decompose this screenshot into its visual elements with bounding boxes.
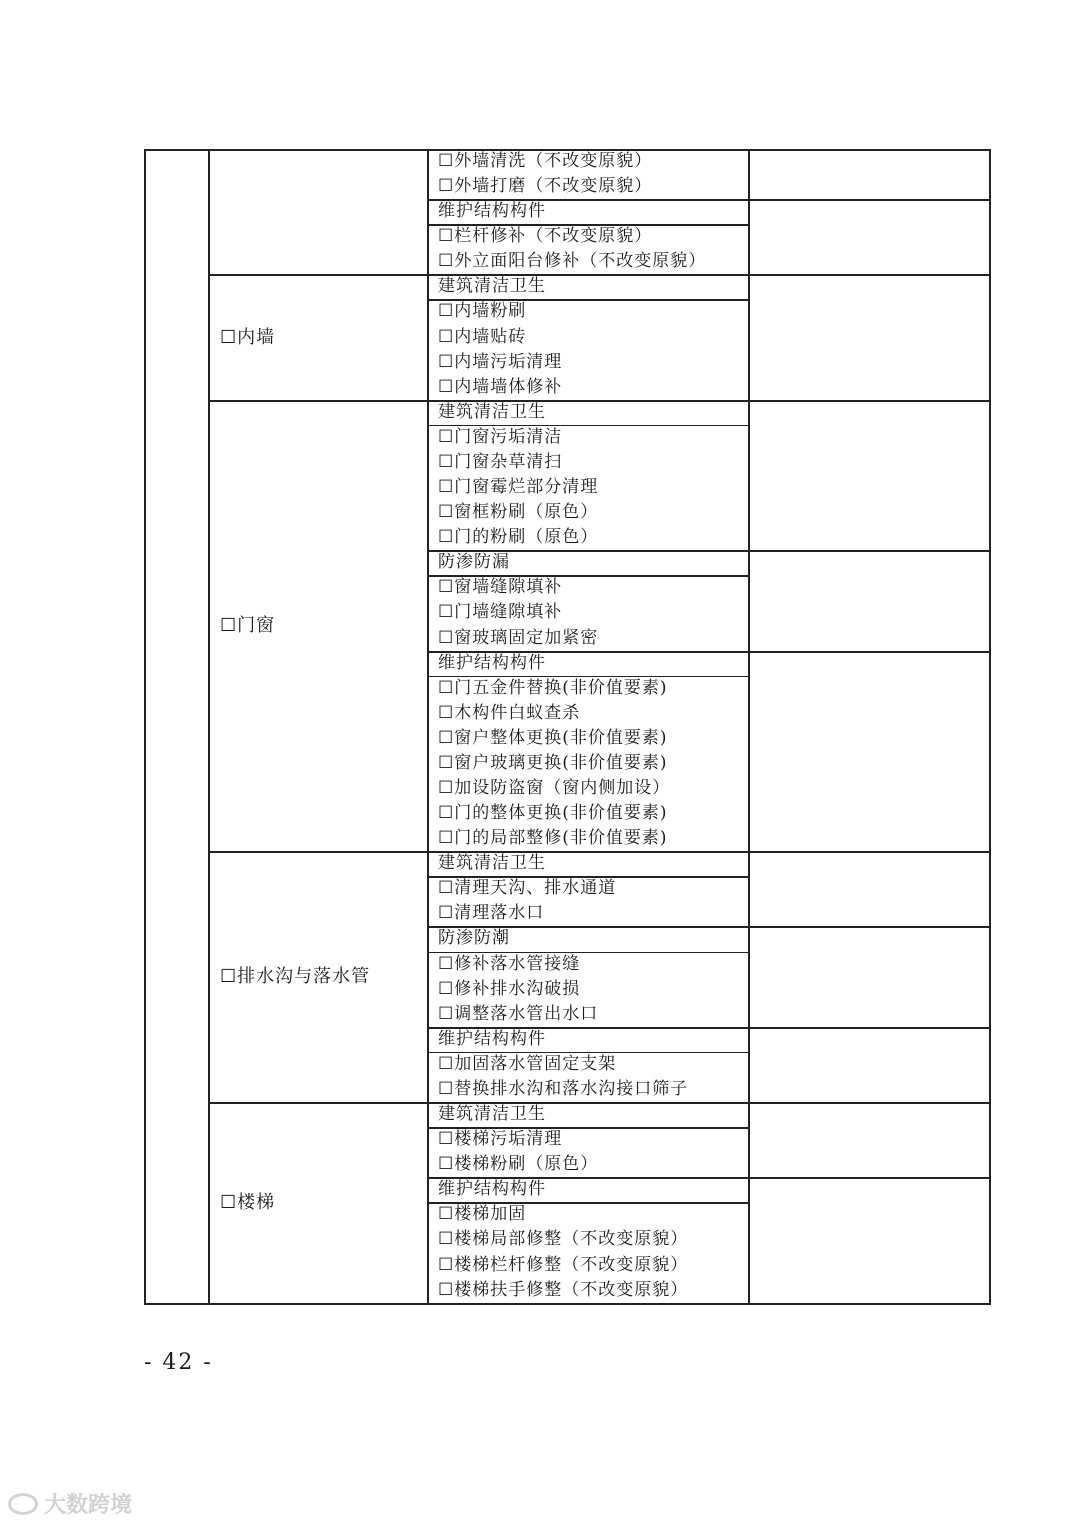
table-border-left (144, 149, 146, 1305)
checklist-item: ☐清理天沟、排水通道 (438, 878, 617, 899)
group-header: 防渗防漏 (438, 552, 510, 573)
table-border-right (989, 149, 991, 1305)
category-label: ☐门窗 (220, 615, 276, 637)
checklist-item: ☐窗玻璃固定加紧密 (438, 627, 599, 648)
category-divider (208, 851, 991, 853)
checklist-item: ☐木构件白蚁查杀 (438, 702, 581, 723)
checklist-item: ☐替换排水沟和落水沟接口筛子 (438, 1078, 689, 1099)
checklist-item: ☐内墙粉刷 (438, 301, 527, 322)
category-label: ☐楼梯 (220, 1191, 276, 1213)
category-divider (208, 274, 991, 276)
checklist-item: ☐门的局部整修(非价值要素) (438, 828, 668, 849)
checklist-item: ☐门窗霉烂部分清理 (438, 477, 599, 498)
group-header: 维护结构构件 (438, 652, 546, 673)
checklist-item: ☐楼梯局部修整（不改变原貌） (438, 1229, 689, 1250)
checklist-item: ☐外墙清洗（不改变原貌） (438, 151, 653, 171)
renovation-checklist-table (144, 149, 991, 1305)
checklist-item: ☐楼梯扶手修整（不改变原貌） (438, 1279, 689, 1300)
watermark (8, 1488, 132, 1519)
column-divider (208, 149, 210, 1305)
checklist-item: ☐门窗污垢清洁 (438, 426, 563, 447)
checklist-item: ☐内墙贴砖 (438, 326, 527, 347)
group-header: 建筑清洁卫生 (438, 853, 546, 874)
group-header: 维护结构构件 (438, 1179, 546, 1200)
checklist-item: ☐栏杆修补（不改变原貌） (438, 226, 653, 247)
watermark-text: 大数跨境 (44, 1493, 133, 1518)
checklist-item: ☐修补落水管接缝 (438, 953, 581, 974)
checklist-item: ☐内墙污垢清理 (438, 351, 563, 372)
checklist-item: ☐修补排水沟破损 (438, 978, 581, 999)
checklist-item: ☐清理落水口 (438, 903, 545, 924)
checklist-item: ☐调整落水管出水口 (438, 1003, 599, 1024)
group-header: 建筑清洁卫生 (438, 276, 546, 297)
group-divider (427, 926, 991, 928)
checklist-item: ☐门五金件替换(非价值要素) (438, 677, 668, 698)
checklist-item: ☐加设防盗窗（窗内侧加设） (438, 778, 671, 798)
checklist-item: ☐内墙墙体修补 (438, 376, 563, 397)
checklist-item: ☐门的整体更换(非价值要素) (438, 803, 668, 824)
checklist-item: ☐门窗杂草清扫 (438, 451, 563, 472)
checklist-item: ☐外立面阳台修补（不改变原貌） (438, 251, 707, 272)
watermark-logo-icon (8, 1493, 38, 1515)
group-header: 建筑清洁卫生 (438, 1104, 546, 1125)
category-label: ☐内墙 (220, 326, 276, 348)
group-header: 维护结构构件 (438, 201, 546, 222)
checklist-item: ☐楼梯污垢清理 (438, 1129, 563, 1150)
group-divider (427, 550, 991, 552)
checklist-item: ☐楼梯粉刷（原色） (438, 1154, 599, 1175)
checklist-item: ☐窗户整体更换(非价值要素) (438, 727, 668, 748)
checklist-item: ☐楼梯栏杆修整（不改变原貌） (438, 1254, 689, 1275)
checklist-item: ☐外墙打磨（不改变原貌） (438, 176, 653, 197)
checklist-item: ☐门的粉刷（原色） (438, 527, 599, 548)
checklist-item: ☐窗墙缝隙填补 (438, 577, 563, 598)
category-label: ☐排水沟与落水管 (220, 966, 371, 988)
group-header: 维护结构构件 (438, 1028, 546, 1049)
column-divider (748, 149, 750, 1305)
category-divider (208, 1102, 991, 1104)
checklist-item: ☐楼梯加固 (438, 1204, 527, 1225)
page-number: - 42 - (144, 1350, 213, 1375)
group-header: 防渗防潮 (438, 928, 510, 949)
checklist-item: ☐窗框粉刷（原色） (438, 502, 599, 523)
column-divider (427, 149, 429, 1305)
table-border-bottom (144, 1303, 991, 1305)
checklist-item: ☐窗户玻璃更换(非价值要素) (438, 752, 668, 773)
checklist-item: ☐门墙缝隙填补 (438, 602, 563, 623)
group-header: 建筑清洁卫生 (438, 401, 546, 422)
category-divider (208, 400, 991, 402)
checklist-item: ☐加固落水管固定支架 (438, 1053, 617, 1074)
